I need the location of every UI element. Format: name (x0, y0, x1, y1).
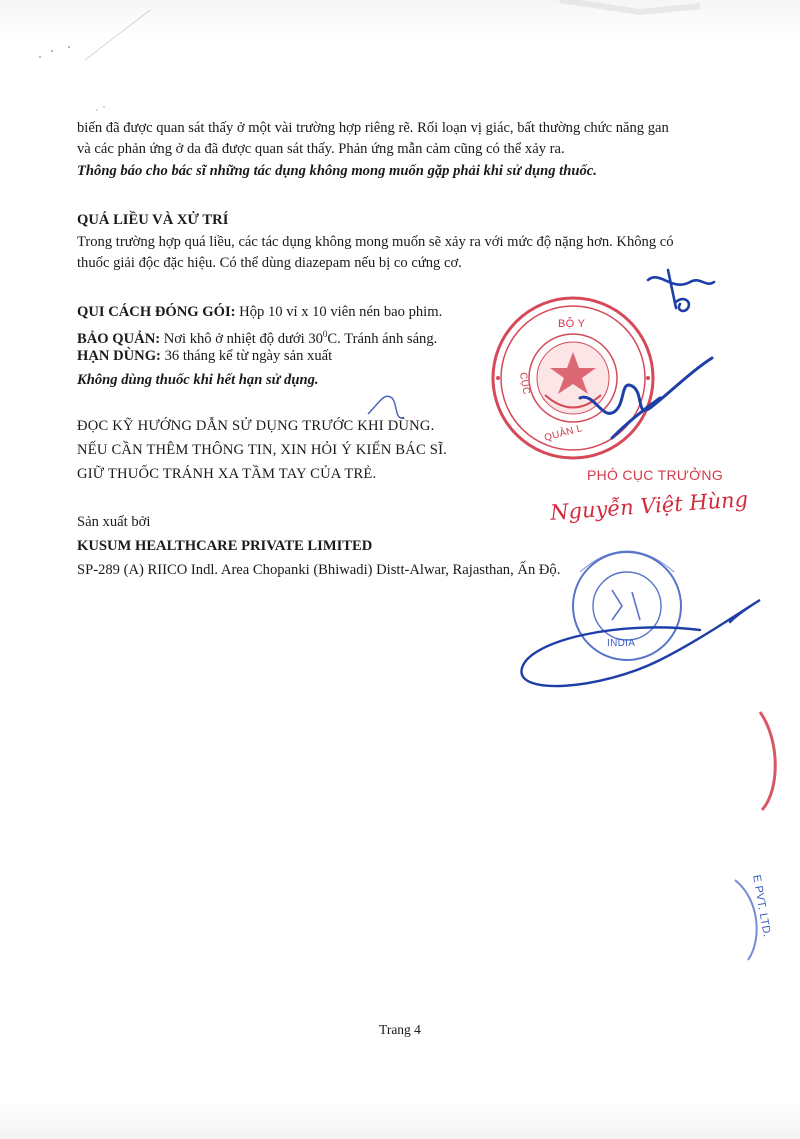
warning-text: Thông báo cho bác sĩ những tác dụng không mong muốn gặp phải khi sử dụng thuốc. (77, 163, 597, 179)
scan-specks (39, 46, 105, 111)
body-text-line: và các phản ứng ở da đã được quan sát thấy. Phản ứng mẫn cảm cũng có thể xảy ra. (77, 141, 565, 157)
body-text-line: biến đã được quan sát thấy ở một vài trường hợp riêng rẽ. Rối loạn vị giác, bất thường chức năng gan (77, 120, 669, 136)
company-signature (521, 600, 760, 686)
seal-text-bottom: QUẢN L (543, 423, 584, 444)
body-text-line: Trong trường hợp quá liều, các tác dụng không mong muốn sẽ xảy ra với mức độ nặng hơn. Không có (77, 234, 674, 250)
notice-line: GIỮ THUỐC TRÁNH XA TẦM TAY CỦA TRẺ. (77, 466, 377, 482)
storage-value-after: C. Tránh ánh sáng. (327, 330, 438, 347)
stamp-signatory-name: Nguyễn Việt Hùng (549, 487, 749, 525)
notice-line: NẾU CẦN THÊM THÔNG TIN, XIN HỎI Ý KIẾN BÁC SĨ. (77, 442, 447, 458)
seal-text-top: BỘ Y (558, 318, 586, 330)
expiry-warning: Không dùng thuốc khi hết hạn sử dụng. (77, 372, 319, 388)
storage-label: BẢO QUẢN: (77, 330, 161, 347)
packaging-value: Hộp 10 vỉ x 10 viên nén bao phim. (235, 304, 443, 320)
packaging-line (77, 302, 442, 322)
manufacturer-intro: Sản xuất bởi (77, 514, 151, 530)
expiry-value: 36 tháng kể từ ngày sản xuất (160, 348, 333, 364)
stamp-title: PHÓ CỤC TRƯỞNG (587, 467, 724, 483)
storage-value: Nơi khô ở nhiệt độ dưới 30 (160, 330, 323, 347)
manufacturer-address: SP-289 (A) RIICO Indl. Area Chopanki (Bhiwadi) Distt-Alwar, Rajasthan, Ấn Độ. (77, 562, 561, 578)
storage-superscript: 0 (322, 329, 328, 339)
notice-line: ĐỌC KỸ HƯỚNG DẪN SỬ DỤNG TRƯỚC KHI DÙNG. (77, 418, 435, 434)
seal-text-left: CỤC (516, 371, 532, 396)
initial-signature (648, 270, 714, 311)
company-seal-text: INDIA (607, 638, 636, 649)
body-text-line: thuốc giải độc đặc hiệu. Có thể dùng diazepam nếu bị co cứng cơ. (77, 255, 462, 271)
expiry-label: HẠN DÙNG: (77, 348, 161, 364)
official-signature (580, 358, 712, 438)
packaging-label: QUI CÁCH ĐÓNG GÓI: (77, 304, 236, 320)
manufacturer-name: KUSUM HEALTHCARE PRIVATE LIMITED (77, 538, 373, 554)
edge-seal-text: E PVT. LTD. (750, 873, 773, 939)
edge-seal-arc (760, 712, 775, 810)
page-number: Trang 4 (379, 1022, 421, 1037)
section-heading-overdose: QUÁ LIỀU VÀ XỬ TRÍ (77, 212, 229, 228)
expiry-line (77, 346, 332, 366)
